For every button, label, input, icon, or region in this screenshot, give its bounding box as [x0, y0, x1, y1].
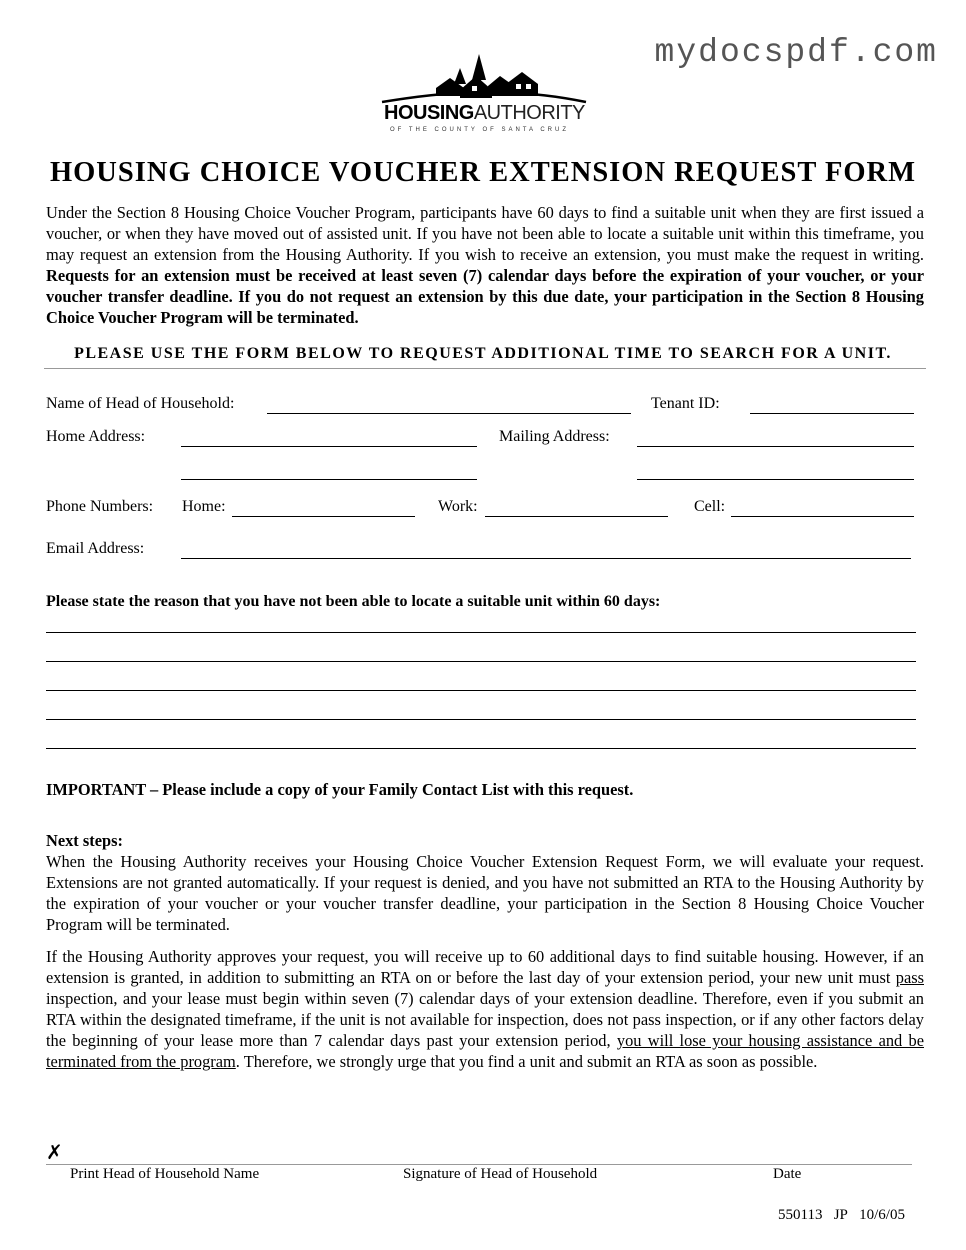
reason-field-line-1[interactable] [46, 632, 916, 633]
tenant-id-label: Tenant ID: [651, 395, 720, 412]
para2-pass-emphasis: pass [895, 968, 924, 987]
reason-field-line-2[interactable] [46, 661, 916, 662]
logo-name-bold: HOUSING [384, 102, 474, 124]
work-phone-label: Work: [438, 498, 478, 515]
mailing-address-field-line-2[interactable] [637, 479, 914, 480]
watermark: mydocspdf.com [654, 34, 938, 71]
home-phone-field[interactable] [232, 516, 415, 517]
email-address-label: Email Address: [46, 540, 145, 557]
footer-initials: JP [833, 1207, 848, 1223]
next-steps-paragraph-2 [46, 946, 924, 1072]
form-instruction: PLEASE USE THE FORM BELOW TO REQUEST ADDITIONAL TIME TO SEARCH FOR A UNIT. [74, 345, 892, 362]
reason-prompt: Please state the reason that you have not been able to locate a suitable unit within 60 days: [46, 593, 661, 610]
phone-numbers-label: Phone Numbers: [46, 498, 154, 515]
form-footer-code [778, 1207, 905, 1224]
para2-text-c: . Therefore, we strongly urge that you find a unit and submit an RTA as soon as possible. [235, 1052, 818, 1071]
page-title: HOUSING CHOICE VOUCHER EXTENSION REQUEST FORM [49, 157, 917, 188]
signature-label: Signature of Head of Household [403, 1166, 598, 1182]
signature-line[interactable] [46, 1164, 912, 1165]
section-divider [44, 368, 926, 369]
intro-text: Under the Section 8 Housing Choice Voucher Program, participants have 60 days to find a suitable unit when they are first issued a voucher, or when they have moved out of assisted unit. If you have not been able to locate a suitable unit within this timeframe, you may request an extension from the Housing Authority. If you wish to receive an extension, you must make the request in writing. [46, 203, 924, 264]
next-steps-heading: Next steps: [46, 831, 123, 850]
head-of-household-field[interactable] [267, 413, 631, 414]
next-steps-paragraph-1: When the Housing Authority receives your Housing Choice Voucher Extension Request Form, we will evaluate your request. Extensions are not granted automatically. If your request is denied, and you have not submitted an RTA to the Housing Authority by the expiration of your voucher or your voucher transfer deadline, your participation in the Section 8 Housing Choice Voucher Program will be terminated. [46, 852, 924, 934]
head-of-household-label: Name of Head of Household: [46, 395, 235, 412]
footer-date: 10/6/05 [859, 1207, 905, 1223]
mailing-address-field-line-1[interactable] [637, 446, 914, 447]
email-address-field[interactable] [181, 558, 911, 559]
home-address-label: Home Address: [46, 428, 146, 445]
reason-field-line-3[interactable] [46, 690, 916, 691]
work-phone-field[interactable] [485, 516, 668, 517]
cell-phone-field[interactable] [731, 516, 914, 517]
para2-termination-warning: you will lose your housing assistance and be terminated from the program [46, 1031, 924, 1071]
housing-authority-logo [376, 50, 592, 140]
tenant-id-field[interactable] [750, 413, 914, 414]
logo-tagline: OF THE COUNTY OF SANTA CRUZ [390, 127, 570, 133]
cell-phone-label: Cell: [694, 498, 726, 515]
footer-code: 550113 [778, 1207, 823, 1223]
para2-text-b: inspection, and your lease must begin within seven (7) calendar days of your extension deadline. Therefore, even if you submit an RTA within the designated timeframe, if the unit is not available for inspection, does not pass inspection, or if any other factors delay the beginning of your lease more than 7 calendar days past your extension period, [46, 989, 924, 1050]
reason-field-line-5[interactable] [46, 748, 916, 749]
intro-deadline-warning: Requests for an extension must be received at least seven (7) calendar days before the expiration of your voucher, or your voucher transfer deadline. If you do not request an extension by this due date, your participation in the Section 8 Housing Choice Voucher Program will be terminated. [46, 266, 924, 327]
signature-mark-icon: ✗ [46, 1142, 63, 1164]
reason-field-line-4[interactable] [46, 719, 916, 720]
mailing-address-label: Mailing Address: [499, 428, 610, 445]
intro-paragraph [46, 202, 924, 328]
para2-text-a: If the Housing Authority approves your request, you will receive up to 60 additional days to find suitable housing. However, if an extension is granted, in addition to submitting an RTA on or before the last day of your extension period, your new unit must [46, 947, 924, 987]
important-notice: IMPORTANT – Please include a copy of your Family Contact List with this request. [46, 780, 634, 799]
logo-name-light: AUTHORITY [473, 102, 585, 124]
home-address-field-line-1[interactable] [181, 446, 477, 447]
date-label: Date [773, 1166, 802, 1182]
home-address-field-line-2[interactable] [181, 479, 477, 480]
print-name-label: Print Head of Household Name [70, 1166, 260, 1182]
home-phone-label: Home: [182, 498, 226, 515]
